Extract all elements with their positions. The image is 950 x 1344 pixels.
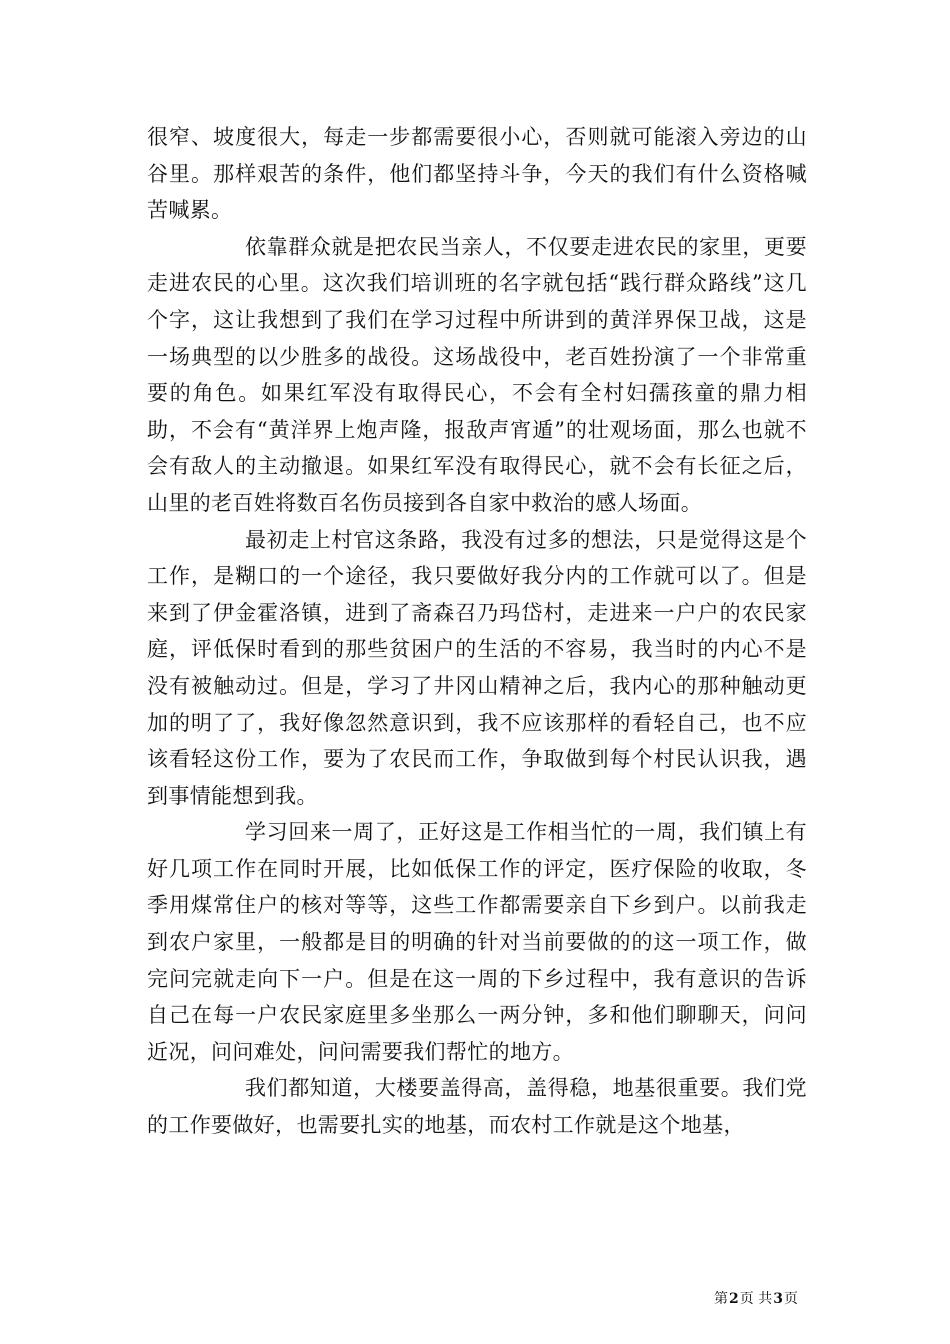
paragraph-5: 我们都知道，大楼要盖得高，盖得稳，地基很重要。我们党的工作要做好，也需要扎实的地基，而农村工作就是这个地基，: [147, 1076, 807, 1138]
paragraph-2: 依靠群众就是把农民当亲人，不仅要走进农民的家里，更要走进农民的心里。这次我们培训班的名字就包括“践行群众路线”这几个字，这让我想到了我们在学习过程中所讲到的黄洋界保卫战，这是一场典型的以少胜多的战役。这场战役中，老百姓扮演了一个非常重要的角色。如果红军没有取得民心，不会有全村妇孺孩童的鼎力相助，不会有“黄洋界上炮声隆，报敌声宵遁”的壮观场面，那么也就不会有敌人的主动撤退。如果红军没有取得民心，就不会有长征之后，山里的老百姓将数百名伤员接到各自家中救治的感人场面。: [147, 234, 807, 515]
paragraph-1: 很窄、坡度很大，每走一步都需要很小心，否则就可能滚入旁边的山谷里。那样艰苦的条件，他们都坚持斗争，今天的我们有什么资格喊苦喊累。: [147, 125, 807, 223]
footer-prefix: 第: [714, 1291, 728, 1307]
footer-suffix: 页: [783, 1291, 798, 1307]
page-number-footer: [714, 1290, 798, 1308]
paragraph-4: 学习回来一周了，正好这是工作相当忙的一周，我们镇上有好几项工作在同时开展，比如低保工作的评定，医疗保险的收取，冬季用煤常住户的核对等等，这些工作都需要亲自下乡到户。以前我走到农户家里，一般都是目的明确的针对当前要做的的这一项工作，做完问完就走向下一户。但是在这一周的下乡过程中，我有意识的告诉自己在每一户农民家庭里多坐那么一两分钟，多和他们聊聊天，问问近况，问问难处，问问需要我们帮忙的地方。: [147, 820, 807, 1064]
footer-middle: 页 共: [739, 1291, 773, 1307]
document-body: [147, 119, 807, 1144]
paragraph-3: 最初走上村官这条路，我没有过多的想法，只是觉得这是个工作，是糊口的一个途径，我只要做好我分内的工作就可以了。但是来到了伊金霍洛镇，进到了斋森召乃玛岱村，走进来一户户的农民家庭，评低保时看到的那些贫困户的生活的不容易，我当时的内心不是没有被触动过。但是，学习了井冈山精神之后，我内心的那种触动更加的明了了，我好像忽然意识到，我不应该那样的看轻自己，也不应该看轻这份工作，要为了农民而工作，争取做到每个村民认识我，遇到事情能想到我。: [147, 527, 807, 808]
current-page-number: 2: [729, 1291, 739, 1307]
total-page-count: 3: [773, 1291, 783, 1307]
